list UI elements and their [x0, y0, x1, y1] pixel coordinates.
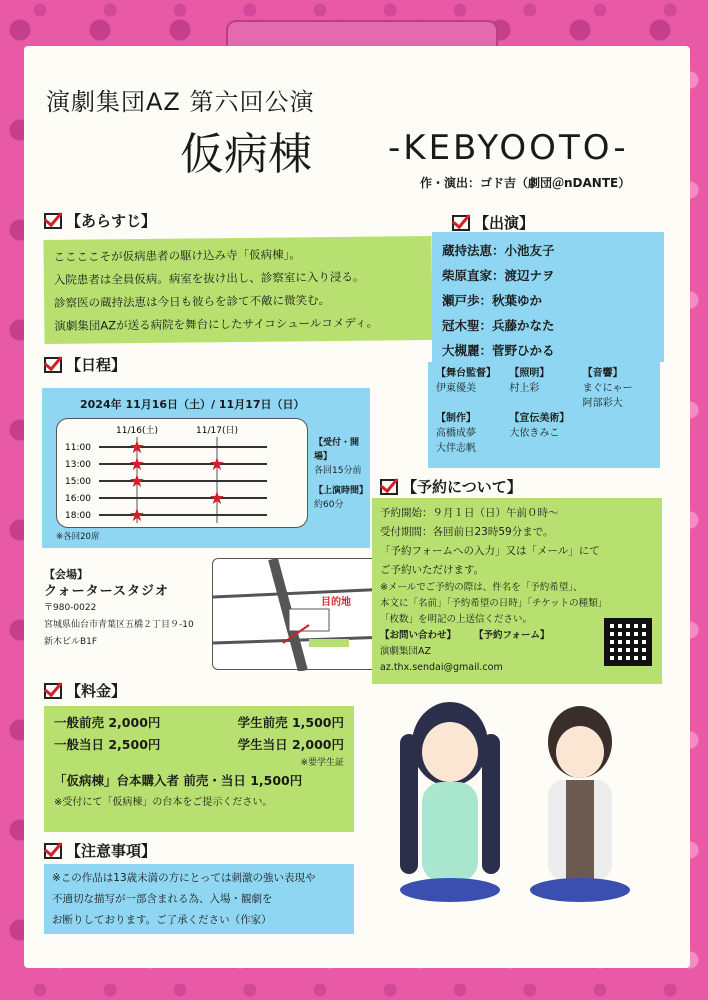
schedule-time-label: 16:00	[65, 494, 91, 504]
reservation-mail-2: 本文に「名前」「予約希望の日時」「チケットの種類」	[380, 598, 608, 609]
notes-line: ※この作品は13歳未満の方にとっては刺激の強い表現や	[52, 872, 316, 884]
schedule-heading-text: 【日程】	[66, 356, 127, 374]
cast-box	[432, 232, 664, 362]
character-illustration	[380, 694, 650, 930]
staff-name: 大依きみこ	[509, 428, 560, 439]
schedule-box	[42, 388, 370, 548]
reservation-heading-text: 【予約について】	[402, 478, 522, 496]
staff-name: 村上彩	[509, 383, 540, 394]
cast-member: 柴原直家：渡辺ナヲ	[442, 268, 555, 283]
event-subtitle: 演劇集団AZ 第六回公演	[46, 88, 315, 116]
synopsis-line: 診察医の蔵持法恵は今日も彼らを診て不敵に微笑む。	[54, 293, 331, 310]
staff-name: 伊東優美	[436, 383, 476, 394]
staff-name: まぐにゃー	[582, 383, 633, 394]
author-credit: 作・演出：ゴド吉（劇団＠nDANTE）	[420, 176, 631, 190]
staff-role: 【舞台監督】	[436, 368, 496, 379]
seat-note: ※各回20席	[56, 532, 100, 542]
performance-star-icon: ★	[128, 454, 146, 475]
checkbox-icon	[452, 215, 470, 231]
checkbox-icon	[44, 683, 62, 699]
schedule-side-info	[314, 436, 370, 512]
staff-role: 【音響】	[582, 368, 623, 379]
schedule-time-label: 11:00	[65, 443, 91, 453]
price-student-door: 学生当日 2,000円	[237, 737, 344, 752]
price-general-door: 一般当日 2,500円	[54, 737, 161, 752]
price-general-advance: 一般前売 2,000円	[54, 715, 161, 730]
performance-star-icon: ★	[128, 505, 146, 526]
cast-member: 冠木聖：兵藤かなた	[442, 318, 555, 333]
cast-heading	[452, 212, 534, 233]
notes-box	[44, 864, 354, 934]
map-drawing	[213, 559, 389, 671]
play-title: 仮病棟	[180, 129, 312, 180]
reservation-mail-3: 「枚数」を明記の上送信ください。	[380, 614, 533, 625]
reservation-open: 予約開始：９月１日（日）午前０時～	[380, 507, 559, 519]
checkbox-icon	[44, 213, 62, 229]
synopsis-box	[43, 236, 432, 344]
synopsis-line: 演劇集団AZが送る病院を舞台にしたサイコシュールコメディ。	[54, 315, 379, 333]
staff-role: 【宣伝美術】	[509, 413, 570, 424]
checkbox-icon	[44, 843, 62, 859]
schedule-time-label: 13:00	[65, 460, 91, 470]
cast-member: 大槻麗：菅野ひかる	[442, 343, 555, 358]
venue-heading: 【会場】	[44, 568, 88, 581]
staff-box	[428, 362, 660, 468]
performance-star-icon: ★	[208, 488, 226, 509]
runtime-value: 約60分	[314, 500, 344, 510]
reception-value: 各回15分前	[314, 466, 362, 476]
venue-zip: 〒980-0022	[44, 603, 97, 613]
runtime-label: 【上演時間】	[314, 486, 369, 496]
contact-email[interactable]: az.thx.sendai@gmail.com	[380, 662, 503, 673]
schedule-time-label: 15:00	[65, 477, 91, 487]
notes-line: 不適切な描写が一部含まれる為、入場・観劇を	[52, 893, 273, 905]
reservation-mail-1: ※メールでご予約の際は、件名を「予約希望」、	[380, 582, 583, 593]
performance-star-icon: ★	[208, 454, 226, 475]
schedule-column-label: 11/16(土)	[116, 426, 158, 436]
schedule-heading	[44, 354, 126, 375]
script-buyer-price: 「仮病棟」台本購入者 前売・当日 1,500円	[54, 773, 303, 788]
reservation-heading	[380, 476, 522, 497]
cast-heading-text: 【出演】	[474, 214, 535, 232]
schedule-dates: 2024年 11月16日（土）/ 11月17日（日）	[80, 398, 305, 411]
staff-name: 阿部彩大	[582, 398, 623, 409]
script-note: ※受付にて「仮病棟」の台本をご提示ください。	[54, 797, 273, 808]
qr-code-icon[interactable]	[604, 618, 652, 666]
checkbox-icon	[44, 357, 62, 373]
performance-star-icon: ★	[128, 437, 146, 458]
contact-org: 演劇集団AZ	[380, 646, 432, 657]
price-box	[44, 706, 354, 832]
reception-label: 【受付・開場】	[314, 438, 360, 462]
synopsis-heading-text: 【あらすじ】	[66, 212, 157, 230]
price-student-advance: 学生前売 1,500円	[237, 715, 344, 730]
price-heading-text: 【料金】	[66, 682, 127, 700]
schedule-column-label: 11/17(日)	[196, 426, 238, 436]
cast-member: 瀬戸歩：秋葉ゆか	[442, 293, 543, 308]
staff-role: 【照明】	[509, 368, 550, 379]
notes-heading	[44, 840, 156, 861]
staff-name: 大伴志帆	[436, 443, 476, 454]
venue-map	[212, 558, 388, 670]
map-destination-label: 目的地	[321, 597, 351, 608]
notes-heading-text: 【注意事項】	[66, 842, 157, 860]
schedule-grid	[57, 419, 309, 529]
play-title-roman: -KEBYOOTO-	[388, 128, 629, 168]
schedule-time-label: 18:00	[65, 511, 91, 521]
price-heading	[44, 680, 126, 701]
staff-role: 【制作】	[436, 413, 476, 424]
venue-name: クォータースタジオ	[44, 584, 169, 599]
reservation-box	[372, 498, 662, 684]
notes-line: お断りしております。ご了承ください（作家）	[52, 914, 272, 926]
performance-star-icon: ★	[128, 471, 146, 492]
reservation-how-2: ご予約いただけます。	[380, 564, 485, 576]
staff-name: 高橋成夢	[436, 428, 476, 439]
student-id-note: ※要学生証	[300, 758, 344, 768]
reservation-how-1: 「予約フォームへの入力」又は「メール」にて	[380, 545, 600, 557]
contact-label: 【お問い合わせ】	[380, 630, 457, 641]
reservation-deadline: 受付期間：各回前日23時59分まで。	[380, 526, 554, 538]
venue-address: 宮城県仙台市青葉区五橋２丁目９-10	[44, 620, 194, 630]
schedule-table	[56, 418, 308, 528]
checkbox-icon	[380, 479, 398, 495]
form-label[interactable]: 【予約フォーム】	[474, 630, 550, 641]
cast-member: 蔵持法恵：小池友子	[442, 243, 555, 258]
synopsis-line: ここここそが仮病患者の駆け込み寺「仮病棟」。	[53, 247, 301, 264]
synopsis-heading	[44, 210, 156, 231]
synopsis-line: 入院患者は全員仮病。病室を抜け出し、診察室に入り浸る。	[53, 269, 365, 287]
venue-info	[44, 566, 194, 651]
venue-building: 新木ビルB1F	[44, 637, 98, 647]
